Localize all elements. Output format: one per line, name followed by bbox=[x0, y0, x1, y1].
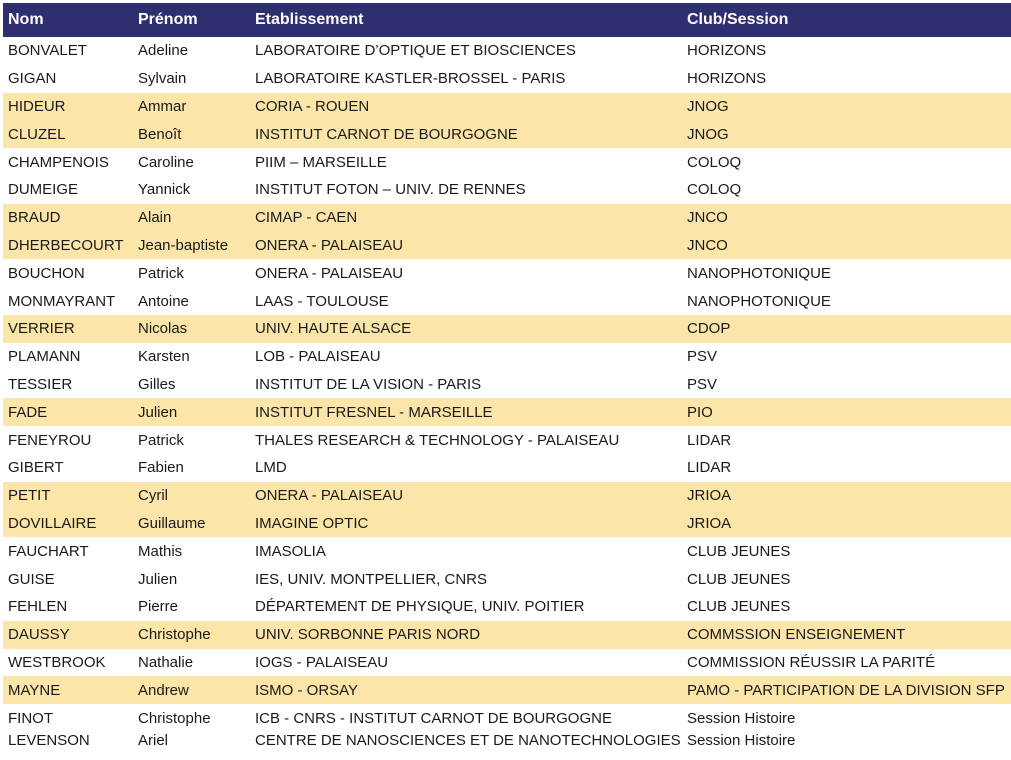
cell-club-session: NANOPHOTONIQUE bbox=[687, 264, 831, 282]
cell-etablissement: IMASOLIA bbox=[255, 542, 326, 560]
cell-etablissement: DÉPARTEMENT DE PHYSIQUE, UNIV. POITIER bbox=[255, 598, 585, 616]
table-row bbox=[3, 676, 1011, 704]
header-prenom: Prénom bbox=[138, 11, 198, 28]
table-row bbox=[3, 537, 1011, 565]
cell-etablissement: ONERA - PALAISEAU bbox=[255, 487, 404, 505]
cell-etablissement: IMAGINE OPTIC bbox=[255, 514, 369, 532]
cell-etablissement: ICB - CNRS - INSTITUT CARNOT DE BOURGOGNE bbox=[255, 709, 612, 727]
cell-nom: FEHLEN bbox=[8, 598, 68, 616]
table-body bbox=[3, 37, 1011, 760]
cell-prenom: Alain bbox=[138, 209, 172, 227]
cell-prenom: Nicolas bbox=[138, 320, 188, 338]
cell-nom: DUMEIGE bbox=[8, 181, 79, 199]
cell-nom: DHERBECOURT bbox=[8, 236, 124, 254]
cell-nom: TESSIER bbox=[8, 375, 73, 393]
cell-etablissement: IES, UNIV. MONTPELLIER, CNRS bbox=[255, 570, 488, 588]
cell-etablissement: LOB - PALAISEAU bbox=[255, 348, 381, 366]
cell-prenom: Fabien bbox=[138, 459, 184, 477]
table-row bbox=[3, 37, 1011, 65]
cell-etablissement: THALES RESEARCH & TECHNOLOGY - PALAISEAU bbox=[255, 431, 620, 449]
cell-nom: FADE bbox=[8, 403, 48, 421]
cell-prenom: Patrick bbox=[138, 431, 184, 449]
table-row bbox=[3, 371, 1011, 399]
cell-prenom: Pierre bbox=[138, 598, 179, 616]
header-row bbox=[3, 3, 1011, 37]
cell-nom: PETIT bbox=[8, 487, 51, 505]
cell-prenom: Cyril bbox=[138, 487, 168, 505]
cell-nom: LEVENSON bbox=[8, 731, 90, 749]
cell-etablissement: INSTITUT FOTON – UNIV. DE RENNES bbox=[255, 181, 526, 199]
cell-prenom: Karsten bbox=[138, 348, 190, 366]
cell-prenom: Ariel bbox=[138, 731, 169, 749]
cell-club-session: NANOPHOTONIQUE bbox=[687, 292, 831, 310]
cell-nom: CHAMPENOIS bbox=[8, 153, 109, 171]
table-row bbox=[3, 593, 1011, 621]
participants-table bbox=[3, 3, 1011, 760]
cell-etablissement: IOGS - PALAISEAU bbox=[255, 653, 389, 671]
cell-etablissement: CORIA - ROUEN bbox=[255, 97, 370, 115]
cell-etablissement: UNIV. HAUTE ALSACE bbox=[255, 320, 412, 338]
cell-prenom: Julien bbox=[138, 570, 178, 588]
cell-club-session: COMMSSION ENSEIGNEMENT bbox=[687, 626, 906, 644]
cell-club-session: JNOG bbox=[687, 125, 729, 143]
cell-club-session: COLOQ bbox=[687, 181, 742, 199]
cell-etablissement: UNIV. SORBONNE PARIS NORD bbox=[255, 626, 481, 644]
table-row bbox=[3, 621, 1011, 649]
table-row bbox=[3, 426, 1011, 454]
cell-nom: GIGAN bbox=[8, 70, 57, 88]
cell-nom: GIBERT bbox=[8, 459, 64, 477]
cell-club-session: Session Histoire bbox=[687, 709, 796, 727]
cell-nom: WESTBROOK bbox=[8, 653, 106, 671]
cell-club-session: COMMISSION RÉUSSIR LA PARITÉ bbox=[687, 653, 936, 671]
table-row bbox=[3, 565, 1011, 593]
cell-prenom: Nathalie bbox=[138, 653, 194, 671]
cell-club-session: PSV bbox=[687, 375, 718, 393]
cell-prenom: Mathis bbox=[138, 542, 183, 560]
cell-etablissement: LMD bbox=[255, 459, 287, 477]
table-row bbox=[3, 148, 1011, 176]
cell-nom: BONVALET bbox=[8, 42, 87, 60]
table-row bbox=[3, 287, 1011, 315]
cell-nom: BRAUD bbox=[8, 209, 61, 227]
table-row bbox=[3, 649, 1011, 677]
cell-nom: DAUSSY bbox=[8, 626, 70, 644]
cell-prenom: Christophe bbox=[138, 709, 211, 727]
cell-club-session: CLUB JEUNES bbox=[687, 598, 791, 616]
cell-prenom: Ammar bbox=[138, 97, 187, 115]
cell-club-session: Session Histoire bbox=[687, 731, 796, 749]
cell-club-session: COLOQ bbox=[687, 153, 742, 171]
cell-etablissement: LABORATOIRE KASTLER-BROSSEL - PARIS bbox=[255, 70, 566, 88]
header-nom: Nom bbox=[8, 11, 44, 28]
cell-prenom: Antoine bbox=[138, 292, 189, 310]
cell-club-session: PAMO - PARTICIPATION DE LA DIVISION SFP bbox=[687, 681, 1005, 699]
cell-club-session: CLUB JEUNES bbox=[687, 542, 791, 560]
cell-prenom: Patrick bbox=[138, 264, 184, 282]
cell-nom: GUISE bbox=[8, 570, 55, 588]
cell-club-session: PSV bbox=[687, 348, 718, 366]
cell-nom: VERRIER bbox=[8, 320, 75, 338]
cell-etablissement: INSTITUT CARNOT DE BOURGOGNE bbox=[255, 125, 518, 143]
cell-prenom: Gilles bbox=[138, 375, 176, 393]
cell-etablissement: ONERA - PALAISEAU bbox=[255, 264, 404, 282]
cell-club-session: JNCO bbox=[687, 209, 728, 227]
cell-prenom: Julien bbox=[138, 403, 178, 421]
cell-etablissement: LAAS - TOULOUSE bbox=[255, 292, 389, 310]
cell-prenom: Guillaume bbox=[138, 514, 206, 532]
cell-etablissement: PIIM – MARSEILLE bbox=[255, 153, 387, 171]
cell-club-session: LIDAR bbox=[687, 459, 732, 477]
table-row bbox=[3, 315, 1011, 343]
header-club-session: Club/Session bbox=[687, 11, 789, 28]
table-row bbox=[3, 259, 1011, 287]
cell-nom: FINOT bbox=[8, 709, 53, 727]
cell-prenom: Andrew bbox=[138, 681, 189, 699]
header-etablissement: Etablissement bbox=[255, 11, 364, 28]
cell-prenom: Benoît bbox=[138, 125, 182, 143]
cell-nom: MONMAYRANT bbox=[8, 292, 116, 310]
table-row bbox=[3, 232, 1011, 260]
cell-nom: MAYNE bbox=[8, 681, 61, 699]
cell-prenom: Caroline bbox=[138, 153, 194, 171]
table-row bbox=[3, 482, 1011, 510]
cell-etablissement: ONERA - PALAISEAU bbox=[255, 236, 404, 254]
table-row bbox=[3, 454, 1011, 482]
table-row bbox=[3, 398, 1011, 426]
cell-club-session: CDOP bbox=[687, 320, 731, 338]
cell-nom: FENEYROU bbox=[8, 431, 92, 449]
table-row bbox=[3, 204, 1011, 232]
cell-nom: BOUCHON bbox=[8, 264, 85, 282]
cell-club-session: CLUB JEUNES bbox=[687, 570, 791, 588]
cell-etablissement: CENTRE DE NANOSCIENCES ET DE NANOTECHNOLOGIES bbox=[255, 731, 681, 749]
cell-etablissement: INSTITUT FRESNEL - MARSEILLE bbox=[255, 403, 493, 421]
cell-club-session: HORIZONS bbox=[687, 70, 767, 88]
cell-club-session: LIDAR bbox=[687, 431, 732, 449]
cell-nom: HIDEUR bbox=[8, 97, 66, 115]
cell-etablissement: CIMAP - CAEN bbox=[255, 209, 358, 227]
cell-club-session: PIO bbox=[687, 403, 713, 421]
cell-prenom: Sylvain bbox=[138, 70, 187, 88]
table-row bbox=[3, 120, 1011, 148]
cell-club-session: JNCO bbox=[687, 236, 728, 254]
cell-club-session: JRIOA bbox=[687, 487, 732, 505]
cell-nom: CLUZEL bbox=[8, 125, 66, 143]
cell-club-session: JRIOA bbox=[687, 514, 732, 532]
cell-club-session: HORIZONS bbox=[687, 42, 767, 60]
cell-prenom: Adeline bbox=[138, 42, 189, 60]
cell-prenom: Christophe bbox=[138, 626, 211, 644]
cell-club-session: JNOG bbox=[687, 97, 729, 115]
cell-prenom: Jean-baptiste bbox=[138, 236, 229, 254]
table-row bbox=[3, 510, 1011, 538]
table-header bbox=[3, 3, 1011, 37]
cell-etablissement: ISMO - ORSAY bbox=[255, 681, 359, 699]
cell-prenom: Yannick bbox=[138, 181, 191, 199]
cell-nom: PLAMANN bbox=[8, 348, 81, 366]
cell-nom: DOVILLAIRE bbox=[8, 514, 97, 532]
table-row bbox=[3, 65, 1011, 93]
cell-etablissement: LABORATOIRE D’OPTIQUE ET BIOSCIENCES bbox=[255, 42, 576, 60]
table-row bbox=[3, 93, 1011, 121]
table-row bbox=[3, 704, 1011, 732]
cell-etablissement: INSTITUT DE LA VISION - PARIS bbox=[255, 375, 482, 393]
table-row bbox=[3, 343, 1011, 371]
cell-nom: FAUCHART bbox=[8, 542, 89, 560]
table-row bbox=[3, 176, 1011, 204]
